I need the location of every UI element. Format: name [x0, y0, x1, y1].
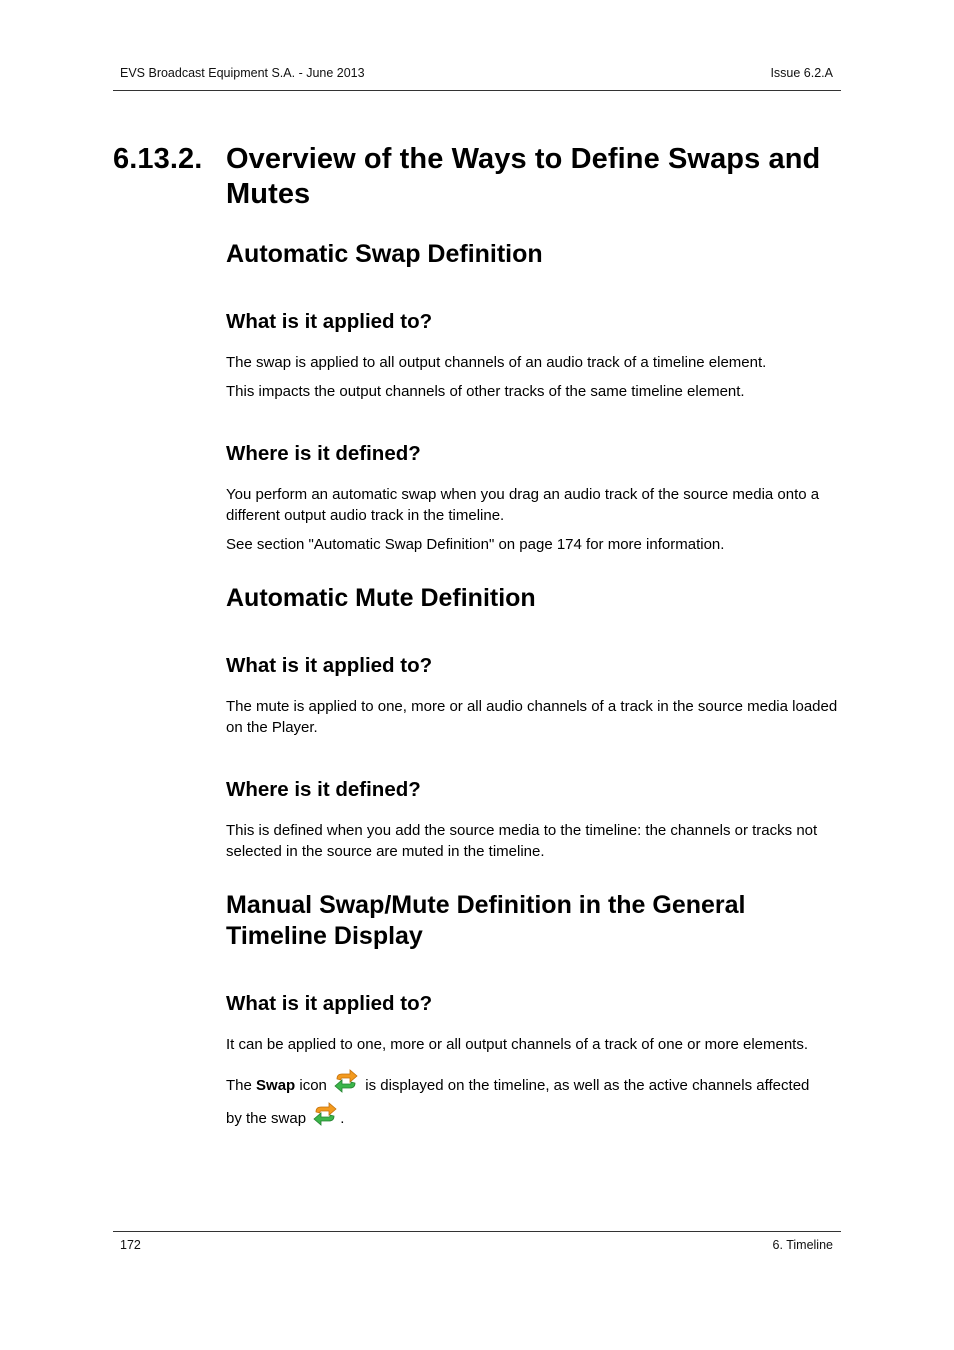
swap-defined-paragraph-2: See section "Automatic Swap Definition" on page 174 for more information.	[226, 536, 725, 553]
running-header-left: EVS Broadcast Equipment S.A. - June 2013	[120, 66, 365, 80]
swap-applied-paragraph-2: This impacts the output channels of other tracks of the same timeline element.	[226, 383, 745, 400]
swap-arrows-channels-icon	[312, 1101, 338, 1127]
swap-icon-text-5: .	[340, 1110, 345, 1127]
swap-icon-text-2: icon	[295, 1077, 327, 1094]
running-footer-chapter: 6. Timeline	[772, 1238, 833, 1252]
swap-arrows-icon	[333, 1068, 359, 1094]
manual-applied-heading: What is it applied to?	[226, 992, 433, 1015]
mute-defined-heading: Where is it defined?	[226, 778, 421, 801]
mute-applied-heading: What is it applied to?	[226, 654, 433, 677]
manual-heading-line-1: Manual Swap/Mute Definition in the General	[226, 891, 746, 919]
automatic-swap-heading: Automatic Swap Definition	[226, 240, 543, 268]
swap-defined-paragraph-1: You perform an automatic swap when you drag an audio track of the source media onto a different output audio track in the timeline.	[226, 486, 820, 524]
section-title-line-1: Overview of the Ways to Define Swaps and	[226, 143, 821, 175]
running-header-right: Issue 6.2.A	[770, 66, 833, 80]
header-divider	[113, 90, 841, 91]
swap-defined-heading: Where is it defined?	[226, 442, 421, 465]
swap-bold-label: Swap	[256, 1077, 296, 1094]
manual-applied-paragraph-1: It can be applied to one, more or all output channels of a track of one or more elements.	[226, 1036, 809, 1053]
page-number: 172	[120, 1238, 141, 1252]
swap-applied-paragraph-1: The swap is applied to all output channels of an audio track of a timeline element.	[226, 354, 767, 371]
automatic-mute-heading: Automatic Mute Definition	[226, 584, 536, 612]
swap-icon-paragraph	[226, 1068, 846, 1134]
mute-defined-paragraph-1: This is defined when you add the source media to the timeline: the channels or tracks not selected in the source are muted in the timeline.	[226, 822, 818, 860]
swap-icon-text-3: is displayed on the timeline, as well as the active channels affected	[361, 1077, 810, 1094]
section-title-line-2: Mutes	[226, 178, 311, 210]
section-number: 6.13.2.	[113, 143, 203, 175]
swap-icon-text-4: by the swap	[226, 1110, 307, 1127]
footer-divider	[113, 1231, 841, 1232]
mute-applied-paragraph-1: The mute is applied to one, more or all audio channels of a track in the source media loaded on the Player.	[226, 698, 838, 736]
manual-heading-line-2: Timeline Display	[226, 922, 423, 950]
swap-applied-heading: What is it applied to?	[226, 310, 433, 333]
swap-icon-text-1: The	[226, 1077, 257, 1094]
